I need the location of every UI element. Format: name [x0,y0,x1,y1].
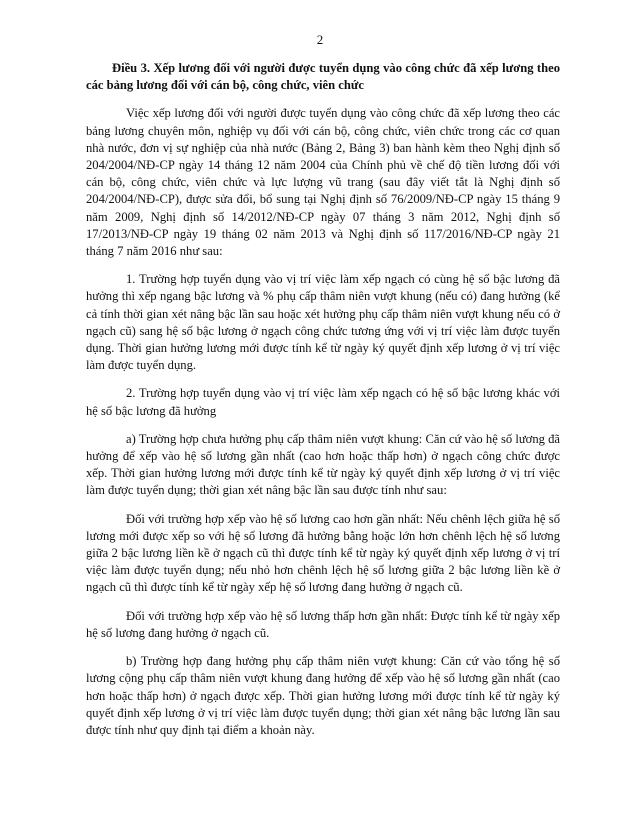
paragraph-point-a: a) Trường hợp chưa hưởng phụ cấp thâm niên vượt khung: Căn cứ vào hệ số lương đã hưởng để xếp vào hệ số lương gần nhất (cao hơn hoặc thấp hơn) ở ngạch công chức được xếp. Thời gian hưởng lương mới được tính kể từ ngày ký quyết định xếp lương ở vị trí việc làm được tuyển dụng; thời gian xét nâng bậc lần sau được tính như sau: [86,431,560,498]
paragraph-clause-2: 2. Trường hợp tuyển dụng vào vị trí việc làm xếp ngạch có hệ số bậc lương khác với hệ số bậc lương đã hưởng [86,386,560,418]
paragraph-higher-coefficient: Đối với trường hợp xếp vào hệ số lương cao hơn gần nhất: Nếu chênh lệch giữa hệ số lương mới được xếp so với hệ số lương đã hưởng bằng hoặc lớn hơn chênh lệch hệ số lương giữa 2 bậc lương liền kề ở ngạch cũ thì được tính kể từ ngày ký quyết định xếp lương ở vị trí việc làm được tuyển dụng; nếu nhỏ hơn chênh lệch hệ số lương giữa 2 bậc lương liền kề ở ngạch cũ thì được tính kể từ ngày xếp hệ số lương đang hưởng ở ngạch cũ. [86,511,560,595]
article-heading: Điều 3. Xếp lương đối với người được tuyển dụng vào công chức đã xếp lương theo các bảng lương đối với cán bộ, công chức, viên chức [86,61,560,93]
document-body [86,60,560,750]
paragraph-intro: Việc xếp lương đối với người được tuyển dụng vào công chức đã xếp lương theo các bảng lương chuyên môn, nghiệp vụ đối với cán bộ, công chức, viên chức trong các cơ quan nhà nước, đơn vị sự nghiệp của nhà nước (Bảng 2, Bảng 3) ban hành kèm theo Nghị định số 204/2004/NĐ-CP ngày 14 tháng 12 năm 2004 của Chính phủ về chế độ tiền lương đối với cán bộ, công chức, viên chức và lực lượng vũ trang (sau đây viết tắt là Nghị định số 204/2004/NĐ-CP), được sửa đổi, bổ sung tại Nghị định số 76/2009/NĐ-CP ngày 15 tháng 9 năm 2009, Nghị định số 14/2012/NĐ-CP ngày 07 tháng 3 năm 2012, Nghị định số 17/2013/NĐ-CP ngày 19 tháng 02 năm 2013 và Nghị định số 117/2016/NĐ-CP ngày 21 tháng 7 năm 2016 như sau: [86,106,560,259]
paragraph-clause-1: 1. Trường hợp tuyển dụng vào vị trí việc làm xếp ngạch có cùng hệ số bậc lương đã hưởng thì xếp ngang bậc lương và % phụ cấp thâm niên vượt khung (nếu có) đang hưởng (kể cả tính thời gian xét nâng bậc lần sau hoặc xét hưởng phụ cấp thâm niên vượt khung nếu có ở ngạch cũ) sang hệ số bậc lương ở ngạch công chức tương ứng với vị trí việc làm được tuyển dụng. Thời gian hưởng lương mới được tính kể từ ngày ký quyết định xếp lương ở vị trí việc làm được tuyển dụng. [86,272,560,373]
page-number: 2 [316,32,324,47]
paragraph-point-b: b) Trường hợp đang hưởng phụ cấp thâm niên vượt khung: Căn cứ vào tổng hệ số lương cộng phụ cấp thâm niên vượt khung đang hưởng để xếp vào hệ số lương gần nhất (cao hơn hoặc thấp hơn) ở ngạch được xếp. Thời gian hưởng lương mới được tính kể từ ngày ký quyết định xếp lương ở vị trí việc làm được tuyển dụng; thời gian xét nâng bậc lương lần sau được tính như quy định tại điểm a khoản này. [86,654,560,737]
paragraph-lower-coefficient: Đối với trường hợp xếp vào hệ số lương thấp hơn gần nhất: Được tính kể từ ngày xếp hệ số lương đang hưởng ở ngạch cũ. [86,608,560,640]
